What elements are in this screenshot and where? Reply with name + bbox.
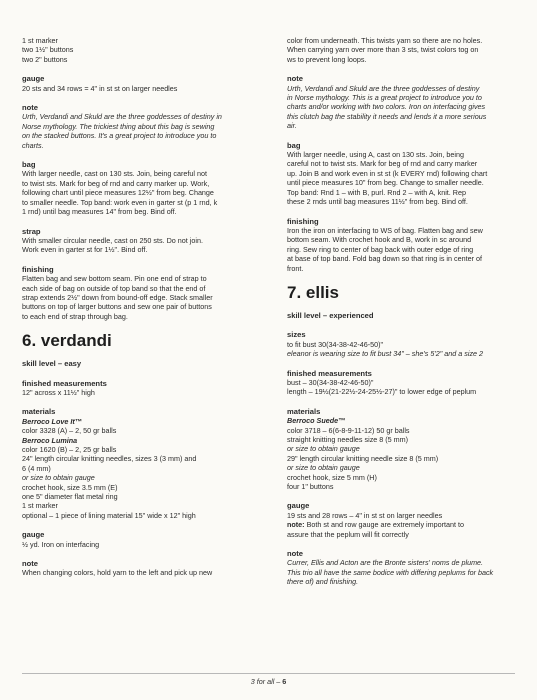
strap-section (22, 227, 248, 255)
materials-section (287, 407, 513, 492)
text-line: When carrying yarn over more than 3 sts, twist colors tog on (287, 45, 479, 55)
text-line: color 3328 (A) – 2, 50 gr balls (22, 426, 117, 436)
text-line: Currer, Ellis and Acton are the Bronte sisters' noms de plume. (287, 558, 484, 568)
section-heading: gauge (22, 530, 45, 540)
note-section (287, 74, 513, 130)
text-line: This trio all have the same bodice with differing peplums for back (287, 567, 494, 577)
section-heading: sizes (287, 330, 306, 340)
text-line: buttons on top of larger buttons and sew one pair of buttons (22, 302, 212, 312)
gauge-section (287, 501, 513, 539)
text-line: 20 sts and 34 rows = 4" in st st on larger needles (22, 83, 178, 93)
text-line: strap extends 2½" down from bound-off edge. Stack smaller (22, 292, 213, 302)
left-column (22, 36, 248, 588)
text-line: careful not to twist sts. Mark for beg of rnd and carry marker (287, 159, 478, 169)
text-line: each side of bag on outside of top band so that the end of (22, 283, 206, 293)
text-line: ws to prevent long loops. (287, 54, 367, 64)
text-line: 19 sts and 28 rows – 4" in st st on larger needles (287, 510, 443, 520)
text-line: there of) and finishing. (287, 577, 359, 587)
note-continued (287, 36, 513, 64)
finished-measurements-section (22, 379, 248, 398)
text-line: With smaller circular needle, cast on 250 sts. Do not join. (22, 235, 203, 245)
section-heading: gauge (287, 501, 310, 511)
note-section-2 (287, 549, 513, 587)
text-line: at base of top band. Fold bag down so that ring is in center of (287, 254, 482, 264)
section-heading: strap (22, 226, 41, 236)
text-line: to fit bust 30(34-38-42-46-50)" (287, 339, 384, 349)
text-line: Iron the iron on interfacing to WS of bag. Flatten bag and sew (287, 225, 483, 235)
text-line: Urth, Verdandi and Skuld are the three goddesses of destiny in (22, 112, 222, 122)
text-line: this clutch bag the stability it needs and lends it a more serious (287, 111, 487, 121)
footer-text: 3 for all – (250, 677, 283, 686)
text-line: ½ yd. Iron on interfacing (22, 539, 100, 549)
text-line: air. (287, 121, 297, 131)
bag-section (22, 160, 248, 216)
text-line: 12" across x 11½" high (22, 387, 95, 397)
text-line: 1 rnd) until bag measures 14" from beg. Bind off. (22, 207, 177, 217)
text-line: length – 19½(21-22½-24-25½-27)" to lower edge of peplum (287, 387, 477, 397)
materials-continued (22, 36, 248, 64)
finishing-section (287, 217, 513, 273)
section-heading: note (287, 74, 304, 84)
text-line: Flatten bag and sew bottom seam. Pin one end of strap to (22, 274, 207, 284)
skill-level-text: skill level – easy (22, 359, 82, 369)
sizes-section (287, 330, 513, 358)
model-note: eleanor is wearing size to fit bust 34" – she's 5'2" and a size 2 (287, 349, 484, 359)
gauge-note: or size to obtain gauge (287, 444, 360, 454)
note-section (22, 103, 248, 150)
pattern-title: 7. ellis (287, 282, 339, 302)
text-line: to twist sts. Mark for beg of rnd and carry marker up. Work, (22, 178, 210, 188)
text-line: Norse mythology. The trickiest thing about this bag is sewing (22, 121, 215, 131)
text-line: crochet hook, size 3.5 mm (E) (22, 482, 118, 492)
materials-section (22, 407, 248, 520)
section-heading: materials (287, 406, 321, 416)
text-line: up. Join B and work even in st st (k EVERY rnd) following chart (287, 168, 488, 178)
text-line: in Norse mythology. This is a great project to introduce you to (287, 93, 482, 103)
text-line: With larger needle, cast on 130 sts. Join, being careful not (22, 169, 207, 179)
text-line: With larger needle, using A, cast on 130 sts. Join, being (287, 150, 464, 160)
text-line: Work even in garter st for 1½". Bind off. (22, 245, 148, 255)
text-line: 1 st marker (22, 501, 58, 511)
yarn-name: Berroco Love It™ (22, 416, 82, 426)
section-heading: finished measurements (287, 368, 372, 378)
text-line: Urth, Verdandi and Skuld are the three goddesses of destiny (287, 83, 480, 93)
text-line: one 5" diameter flat metal ring (22, 492, 118, 502)
note-label: note: (287, 520, 305, 530)
text-line: optional – 1 piece of lining material 15" wide x 12" high (22, 510, 196, 520)
section-heading: finishing (287, 216, 319, 226)
text-line: bust – 30(34-38-42-46-50)" (287, 377, 374, 387)
section-heading: note (22, 103, 39, 113)
pattern-title: 6. verdandi (22, 331, 112, 351)
text-line: straight knitting needles size 8 (5 mm) (287, 435, 409, 444)
section-heading: bag (287, 140, 301, 150)
skill-level (22, 359, 248, 368)
section-heading: note (287, 549, 304, 559)
text-line: 1 st marker (22, 36, 58, 45)
finishing-section (22, 265, 248, 321)
text-line: charts. (22, 140, 44, 150)
yarn-name: Berroco Suede™ (287, 416, 346, 426)
text-line: on the stacked buttons. It's a great project to introduce you to (22, 131, 217, 141)
text-line: until piece measures 10" from beg. Change to smaller needle. (287, 178, 484, 188)
text-line: 29" length circular knitting needle size 8 (5 mm) (287, 453, 439, 463)
text-line: color 1620 (B) – 2, 25 gr balls (22, 445, 117, 454)
text-line: two 2" buttons (22, 54, 68, 64)
section-heading: bag (22, 160, 36, 170)
section-heading: materials (22, 407, 56, 417)
text-line: When changing colors, hold yarn to the left and pick up new (22, 568, 213, 578)
section-heading: note (22, 559, 39, 569)
text-line: Top band: Rnd 1 – with B, purl. Rnd 2 – with A, knit. Rep (287, 187, 466, 197)
text-line: crochet hook, size 5 mm (H) (287, 472, 377, 482)
text-line: 6 (4 mm) (22, 463, 51, 473)
section-heading: finished measurements (22, 378, 107, 388)
page-number: 6 (282, 677, 287, 686)
gauge-section-2 (22, 530, 248, 549)
yarn-name: Berroco Lumina (22, 435, 78, 445)
text-line: 24" length circular knitting needles, sizes 3 (3 mm) and (22, 454, 197, 464)
text-line: assure that the peplum will fit correctly (287, 529, 409, 539)
gauge-note: or size to obtain gauge (22, 473, 95, 483)
gauge-note-line (287, 520, 513, 529)
text-line: front. (287, 263, 304, 273)
text-line: four 1" buttons (287, 482, 334, 492)
text-line: to smaller needle. Top band: work even in garter st (p 1 rnd, k (22, 197, 218, 207)
right-column (287, 36, 513, 597)
gauge-note: or size to obtain gauge (287, 463, 360, 473)
section-heading: gauge (22, 74, 45, 84)
gauge-section (22, 74, 248, 93)
text-line: color from underneath. This twists yarn so there are no holes. (287, 36, 483, 45)
text-line: bottom seam. With crochet hook and B, work in sc around (287, 235, 472, 245)
note-section-2 (22, 559, 248, 578)
page-footer (0, 677, 537, 686)
bag-section (287, 141, 513, 207)
text-line: Both st and row gauge are extremely important to (306, 520, 464, 530)
skill-level-text: skill level – experienced (287, 310, 374, 320)
text-line: these 2 rnds until bag measures 11½" from beg. Bind off. (287, 197, 468, 207)
section-heading: finishing (22, 264, 54, 274)
text-line: following chart until piece measures 12½" from beg. Change (22, 188, 214, 198)
text-line: to each end of strap through bag. (22, 311, 128, 321)
finished-measurements-section (287, 369, 513, 397)
text-line: two 1½" buttons (22, 45, 74, 55)
text-line: ring. Sew ring to center of bag back with outer edge of ring (287, 244, 474, 254)
text-line: charts and/or working with two colors. Iron on interfacing gives (287, 102, 486, 112)
text-line: color 3718 – 6(6-8-9-11-12) 50 gr balls (287, 425, 410, 435)
footer-rule (22, 673, 515, 674)
skill-level (287, 311, 513, 320)
